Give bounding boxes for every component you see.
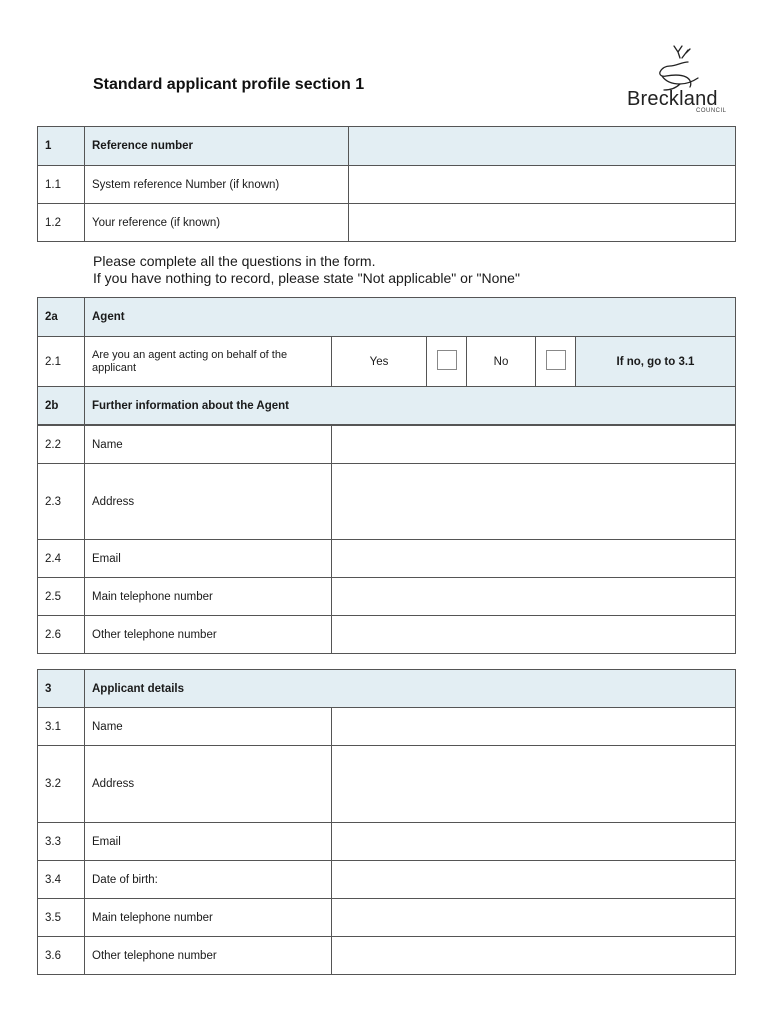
table-row [38,337,736,387]
section-number: 1 [38,127,85,166]
applicant-table [37,669,736,975]
table-row [38,540,736,578]
section-title: Further information about the Agent [85,387,736,425]
row-number: 2.5 [38,578,85,616]
table-row [38,464,736,540]
applicant-email-field[interactable] [332,823,736,861]
section-title: Reference number [85,127,349,166]
applicant-address-field[interactable] [332,746,736,823]
agent-details-table [37,425,736,654]
section-title: Agent [85,298,736,337]
section-number: 2a [38,298,85,337]
row-number: 1.1 [38,166,85,204]
section-title: Applicant details [85,670,736,708]
instruction-line-1: Please complete all the questions in the form. [93,253,376,269]
row-label: Email [85,823,332,861]
applicant-other-phone-field[interactable] [332,937,736,975]
section-number: 2b [38,387,85,425]
table-row [38,387,736,425]
row-number: 2.1 [38,337,85,387]
no-checkbox-cell [536,337,576,387]
section-number: 3 [38,670,85,708]
applicant-main-phone-field[interactable] [332,899,736,937]
agent-main-phone-field[interactable] [332,578,736,616]
no-label: No [467,337,536,387]
row-number: 1.2 [38,204,85,242]
instruction-line-2: If you have nothing to record, please state "Not applicable" or "None" [93,270,520,286]
agent-table [37,297,736,425]
table-row [38,899,736,937]
row-label: Name [85,708,332,746]
row-number: 3.2 [38,746,85,823]
row-label: Other telephone number [85,937,332,975]
row-number: 3.3 [38,823,85,861]
row-label: Email [85,540,332,578]
table-row [38,861,736,899]
table-row [38,166,736,204]
row-number: 2.6 [38,616,85,654]
logo-sub: COUNCIL [696,108,727,114]
row-number: 2.2 [38,426,85,464]
row-label: Main telephone number [85,899,332,937]
no-checkbox[interactable] [546,350,566,370]
table-row [38,204,736,242]
page-title: Standard applicant profile section 1 [93,76,365,93]
your-reference-field[interactable] [349,204,736,242]
row-label: Other telephone number [85,616,332,654]
table-row [38,616,736,654]
system-reference-field[interactable] [349,166,736,204]
table-row [38,578,736,616]
yes-checkbox-cell [427,337,467,387]
agent-email-field[interactable] [332,540,736,578]
yes-checkbox[interactable] [437,350,457,370]
section-header-blank [349,127,736,166]
row-number: 3.1 [38,708,85,746]
row-number: 2.3 [38,464,85,540]
agent-other-phone-field[interactable] [332,616,736,654]
table-row [38,937,736,975]
row-number: 2.4 [38,540,85,578]
row-label: Date of birth: [85,861,332,899]
skip-note: If no, go to 3.1 [576,337,736,387]
table-row [38,298,736,337]
row-label: System reference Number (if known) [85,166,349,204]
row-label: Address [85,464,332,540]
table-row [38,746,736,823]
applicant-name-field[interactable] [332,708,736,746]
yes-label: Yes [332,337,427,387]
table-row [38,823,736,861]
row-label: Are you an agent acting on behalf of the applicant [85,337,332,387]
agent-name-field[interactable] [332,426,736,464]
row-label: Main telephone number [85,578,332,616]
reference-table [37,126,736,242]
logo-name: Breckland [627,88,718,110]
row-label: Name [85,426,332,464]
table-row [38,426,736,464]
agent-address-field[interactable] [332,464,736,540]
table-row [38,708,736,746]
instructions [93,253,520,287]
table-row [38,127,736,166]
row-number: 3.6 [38,937,85,975]
row-label: Your reference (if known) [85,204,349,242]
row-label: Address [85,746,332,823]
row-number: 3.5 [38,899,85,937]
table-row [38,670,736,708]
row-number: 3.4 [38,861,85,899]
applicant-dob-field[interactable] [332,861,736,899]
